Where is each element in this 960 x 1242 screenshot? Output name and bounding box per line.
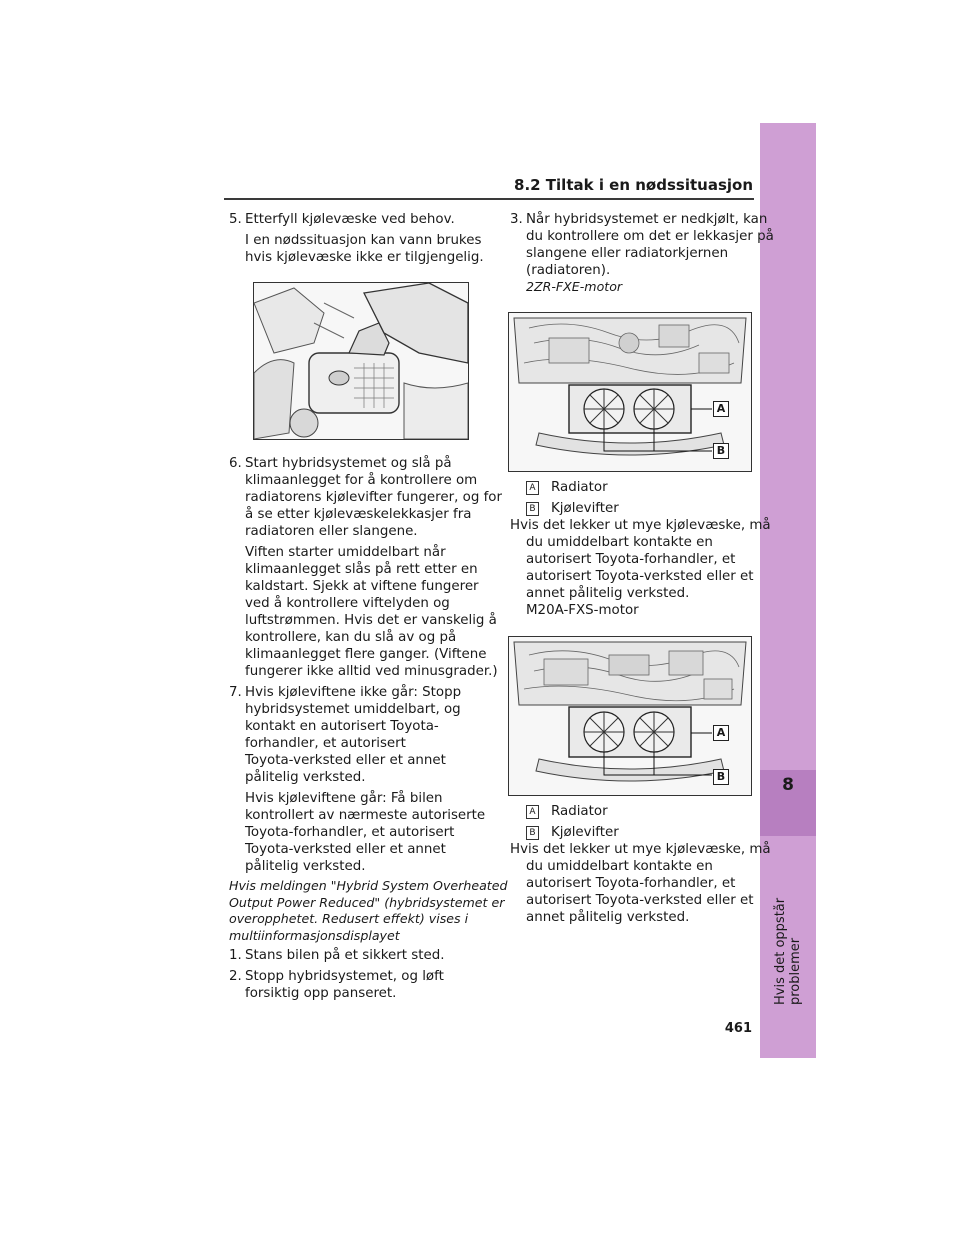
leak-note-line: autorisert Toyota-forhandler, et: [526, 876, 736, 891]
sub-step-2-number: 2.: [229, 969, 242, 984]
step-3-line: Når hybridsystemet er nedkjølt, kan: [526, 212, 768, 227]
callout-b-2zr: B: [713, 443, 729, 459]
step-7-line: Hvis kjøleviftene ikke går: Stopp: [245, 685, 462, 700]
chapter-number: 8: [782, 775, 794, 795]
step-3-line: (radiatoren).: [526, 263, 611, 278]
step-7-note-line: Toyota-forhandler, et autorisert: [245, 825, 455, 840]
callout-a-m20a: A: [713, 725, 729, 741]
callout-a-2zr: A: [713, 401, 729, 417]
leak-note-line: Hvis det lekker ut mye kjølevæske, må: [510, 518, 771, 533]
overheat-subheading: Hvis meldingen "Hybrid System Overheated Output Power Reduced" (hybridsystemet er overopphetet. Redusert effekt) vises i multiinformasjonsdisplayet: [229, 878, 508, 943]
legend-key-a: A: [526, 481, 539, 495]
step-5-number: 5.: [229, 212, 242, 227]
sub-step-1-text: Stans bilen på et sikkert sted.: [245, 948, 445, 963]
callout-b-m20a: B: [713, 769, 729, 785]
step-7-line: kontakt en autorisert Toyota-: [245, 719, 439, 734]
sub-step-2-line: Stopp hybridsystemet, og løft: [245, 969, 444, 984]
step-7-line: hybridsystemet umiddelbart, og: [245, 702, 461, 717]
page-number: 461: [724, 1021, 752, 1036]
engine-label-2zr: 2ZR-FXE-motor: [526, 279, 623, 294]
step-6-line: radiatorens kjølevifter fungerer, og for: [245, 490, 503, 505]
step-5-note-line: hvis kjølevæske ikke er tilgjengelig.: [245, 250, 484, 265]
step-6-note-line: kontrollere, kan du slå av og på: [245, 630, 457, 645]
leak-note-line: du umiddelbart kontakte en: [526, 535, 713, 550]
engine-label-m20a: M20A-FXS-motor: [526, 603, 639, 618]
step-7-note-line: Toyota-verksted eller et annet: [245, 842, 446, 857]
step-6-note-line: klimaanlegget flere ganger. (Viftene: [245, 647, 487, 662]
step-6-line: å se etter kjølevæskelekkasjer fra: [245, 507, 472, 522]
leak-note-line: annet pålitelig verksted.: [526, 586, 690, 601]
step-7-number: 7.: [229, 685, 242, 700]
legend-key-b: B: [526, 502, 539, 516]
step-7-line: forhandler, et autorisert: [245, 736, 406, 751]
coolant-refill-drawing: [254, 283, 468, 439]
step-6-note-line: kaldstart. Sjekk at viftene fungerer: [245, 579, 479, 594]
step-6-number: 6.: [229, 456, 242, 471]
legend-fans-2zr: B Kjølevifter: [526, 500, 619, 517]
leak-note-line: annet pålitelig verksted.: [526, 910, 690, 925]
engine-bay-illustration-m20a: [508, 636, 752, 796]
section-header: 8.2 Tiltak i en nødssituasjon: [514, 176, 753, 194]
step-3-line: du kontrollere om det er lekkasjer på: [526, 229, 774, 244]
leak-note-line: autorisert Toyota-verksted eller et: [526, 893, 754, 908]
step-7-note-line: kontrollert av nærmeste autoriserte: [245, 808, 486, 823]
step-6-line: klimaanlegget for å kontrollere om: [245, 473, 478, 488]
step-5-note-line: I en nødssituasjon kan vann brukes: [245, 233, 482, 248]
leak-note-line: autorisert Toyota-forhandler, et: [526, 552, 736, 567]
sub-step-1-number: 1.: [229, 948, 242, 963]
step-6-note-line: klimaanlegget slås på rett etter en: [245, 562, 478, 577]
coolant-refill-illustration: [253, 282, 469, 440]
leak-note-line: du umiddelbart kontakte en: [526, 859, 713, 874]
legend-fans-m20a: B Kjølevifter: [526, 824, 619, 841]
step-6-note-line: fungerer ikke alltid ved minusgrader.): [245, 664, 498, 679]
legend-radiator-m20a: A Radiator: [526, 803, 608, 820]
header-rule: [224, 198, 754, 200]
step-3-number: 3.: [510, 212, 523, 227]
step-7-line: pålitelig verksted.: [245, 770, 366, 785]
step-6-note-line: ved å kontrollere viftelyden og: [245, 596, 450, 611]
leak-note-line: Hvis det lekker ut mye kjølevæske, må: [510, 842, 771, 857]
step-7-note-line: Hvis kjøleviftene går: Få bilen: [245, 791, 443, 806]
sub-step-2-line: forsiktig opp panseret.: [245, 986, 397, 1001]
chapter-title: Hvis det oppstår problemer: [773, 897, 803, 1005]
leak-note-line: autorisert Toyota-verksted eller et: [526, 569, 754, 584]
step-7-line: Toyota-verksted eller et annet: [245, 753, 446, 768]
engine-bay-illustration-2zr: [508, 312, 752, 472]
legend-key-b: B: [526, 826, 539, 840]
step-6-line: radiatoren eller slangene.: [245, 524, 418, 539]
step-7-note-line: pålitelig verksted.: [245, 859, 366, 874]
step-3-line: slangene eller radiatorkjernen: [526, 246, 729, 261]
step-6-note-line: luftstrømmen. Hvis det er vanskelig å: [245, 613, 497, 628]
legend-key-a: A: [526, 805, 539, 819]
step-6-note-line: Viften starter umiddelbart når: [245, 545, 446, 560]
step-5-text: Etterfyll kjølevæske ved behov.: [245, 212, 455, 227]
step-6-line: Start hybridsystemet og slå på: [245, 456, 452, 471]
legend-radiator-2zr: A Radiator: [526, 479, 608, 496]
